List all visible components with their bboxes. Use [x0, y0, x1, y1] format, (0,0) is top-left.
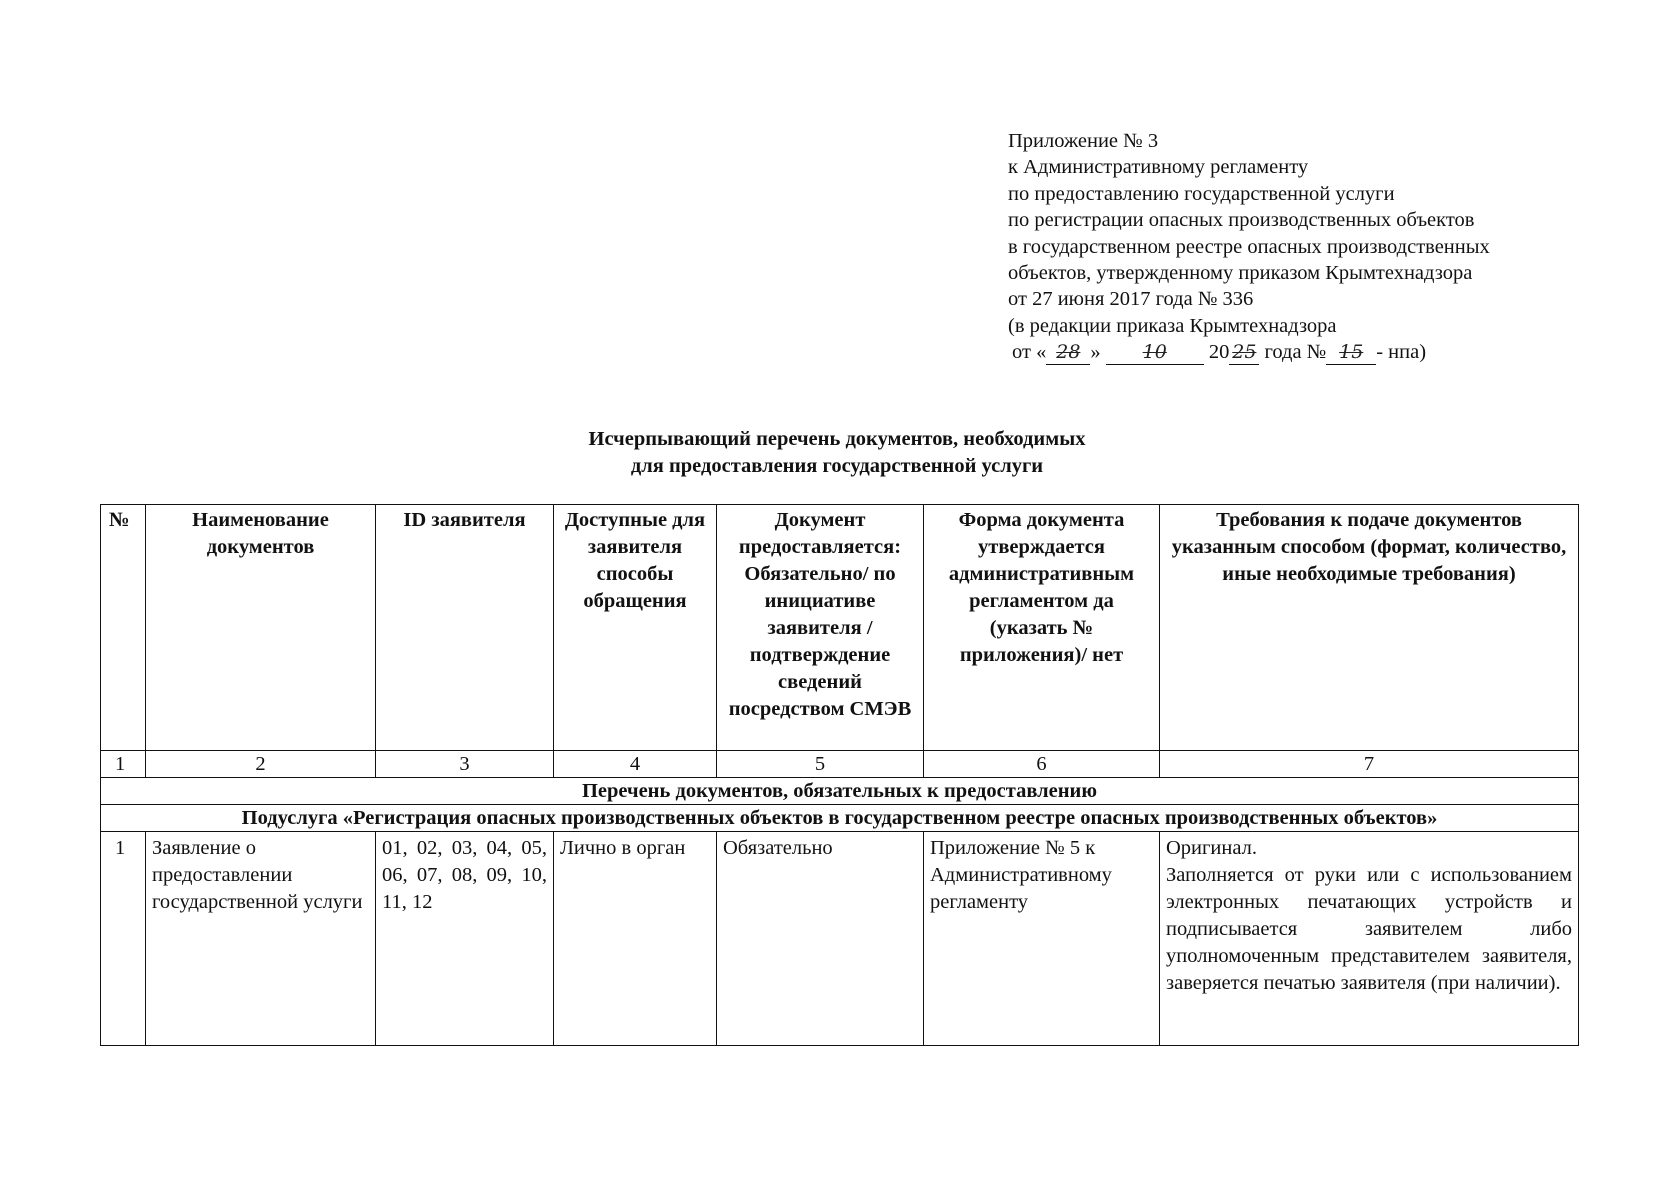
row-form: Приложение № 5 к Административному регламенту	[924, 832, 1160, 1046]
number-handwritten: 15	[1339, 341, 1364, 364]
day-blank	[1046, 340, 1090, 365]
table-row	[101, 832, 1579, 1046]
document-title	[0, 426, 1674, 480]
header-line: в государственном реестре опасных производственных	[1008, 235, 1490, 258]
header-line: по предоставлению государственной услуги	[1008, 182, 1395, 205]
row-provision: Обязательно	[717, 832, 924, 1046]
col-header-applicant-id: ID заявителя	[376, 505, 554, 751]
col-header-provision: Документ предоставляется: Обязательно/ по инициативе заявителя /подтверждение сведений посредством СМЭВ	[717, 505, 924, 751]
row-requirements	[1160, 832, 1579, 1046]
year-blank	[1229, 340, 1259, 365]
subservice-title: Подуслуга «Регистрация опасных производственных объектов в государственном реестре опасных производственных объектов»	[101, 805, 1579, 832]
number-blank	[1326, 340, 1376, 365]
column-index: 5	[717, 751, 924, 778]
month-blank	[1106, 340, 1204, 365]
column-index: 4	[554, 751, 717, 778]
col-header-document-name: Наименование документов	[146, 505, 376, 751]
column-index: 7	[1160, 751, 1579, 778]
col-header-methods: Доступные для заявителя способы обращения	[554, 505, 717, 751]
header-line: к Административному регламенту	[1008, 156, 1309, 179]
column-index: 3	[376, 751, 554, 778]
requirements-original: Оригинал.	[1166, 837, 1258, 859]
header-line: по регистрации опасных производственных объектов	[1008, 209, 1475, 232]
row-methods: Лично в орган	[554, 832, 717, 1046]
header-line: объектов, утвержденному приказом Крымтехнадзора	[1008, 262, 1473, 285]
row-applicant-ids: 01, 02, 03, 04, 05, 06, 07, 08, 09, 10, 11, 12	[376, 832, 554, 1046]
day-handwritten: 28	[1056, 341, 1081, 364]
section-title-row	[101, 778, 1579, 805]
col-header-form: Форма документа утверждается административным регламентом да (указать № приложения)/ нет	[924, 505, 1160, 751]
month-handwritten: 10	[1142, 341, 1167, 364]
number-suffix: - нпа)	[1376, 341, 1427, 364]
requirements-details: Заполняется от руки или с использованием электронных печатающих устройств и подписывается заявителем либо уполномоченным представителем заявителя, заверяется печатью заявителя (при наличии).	[1166, 864, 1572, 994]
row-document-name: Заявление о предоставлении государственной услуги	[146, 832, 376, 1046]
column-index: 2	[146, 751, 376, 778]
year-handwritten: 25	[1232, 341, 1257, 364]
header-line: от 27 июня 2017 года № 336	[1008, 288, 1254, 311]
amendment-date-line	[1008, 339, 1628, 365]
col-header-number: №	[101, 505, 146, 751]
table-header-row	[101, 505, 1579, 751]
header-line: (в редакции приказа Крымтехнадзора	[1008, 314, 1337, 337]
number-label: года №	[1264, 341, 1327, 364]
section-title: Перечень документов, обязательных к предоставлению	[101, 778, 1579, 805]
row-number: 1	[101, 832, 146, 1046]
header-line: Приложение № 3	[1008, 130, 1159, 152]
date-prefix: от «	[1012, 341, 1047, 364]
date-quote-close: »	[1090, 341, 1101, 364]
column-index-row	[101, 751, 1579, 778]
appendix-header	[1008, 128, 1628, 366]
year-prefix: 20	[1208, 341, 1230, 364]
column-index: 1	[101, 751, 146, 778]
column-index: 6	[924, 751, 1160, 778]
subservice-title-row	[101, 805, 1579, 832]
col-header-requirements: Требования к подаче документов указанным способом (формат, количество, иные необходимые требования)	[1160, 505, 1579, 751]
title-line-2: для предоставления государственной услуги	[630, 455, 1044, 477]
title-line-1: Исчерпывающий перечень документов, необходимых	[588, 428, 1086, 450]
documents-table	[100, 504, 1579, 1046]
